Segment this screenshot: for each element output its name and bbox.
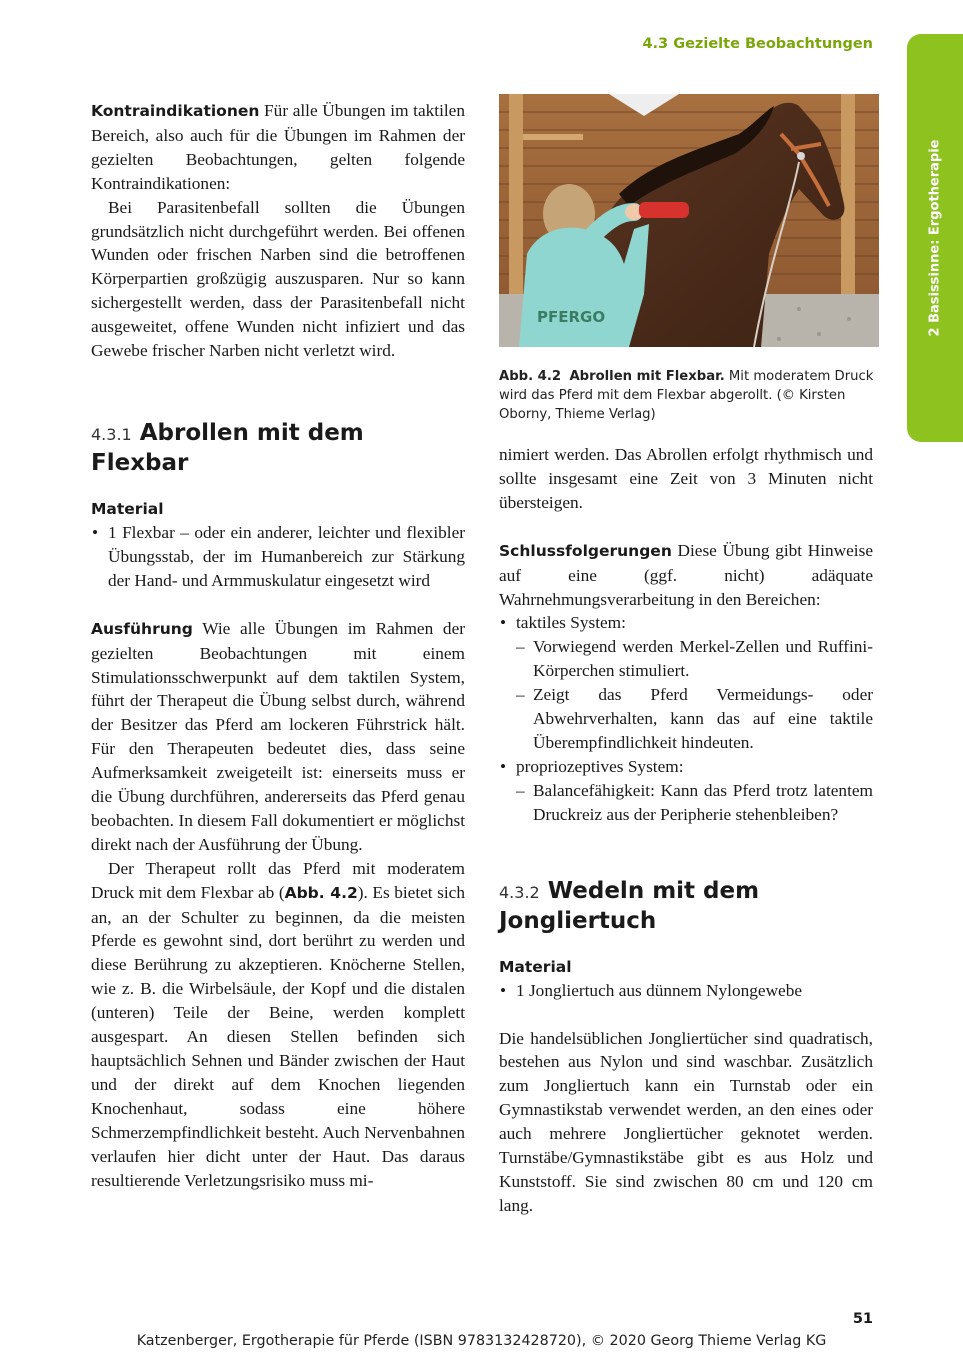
section-number: 4.3.1: [91, 424, 132, 444]
list-item-label: taktiles System:: [516, 613, 626, 633]
list-item: [499, 755, 873, 827]
juggling-cloth-paragraph: Die handelsüblichen Jongliertücher sind quadratisch, bestehen aus Nylon und sind waschbar. Zusätzlich zum Jongliertuch kann ein Turnstab oder ein Gymnastikstab verwendet werden, an den eines oder auch mehrere Jongliertücher geknotet werden. Turnstäbe/Gymnastikstäbe gibt es aus Holz und Kunststoff. Sie sind zwischen 80 cm und 120 cm lang.: [499, 1028, 873, 1215]
contraindications-lead: Kontraindikationen: [91, 102, 260, 120]
therapist-text-end: ). Es bietet sich an, an der Schulter zu beginnen, da die meisten Pferde es gewohnt sind, dort berührt zu werden und diese Berührung zu akzeptieren. Knöcherne Stellen, wie z. B. die Wirbelsäule, der Kopf und die distalen (unteren) Teile der Beine, werden komplett ausgespart. An diesen Stellen befinden sich hauptsächlich Sehnen und Bänder zwischen der Haut und der direkt auf dem Knochen liegenden Knochenhaut, sodass eine höhere Schmerzempfindlichkeit besteht. Auch Nervenbahnen verlaufen hier dicht unter der Haut. Das daraus resultierende Verletzungsrisiko muss mi-: [91, 882, 465, 1190]
list-item: • 1 Jongliertuch aus dünnem Nylongewebe: [499, 979, 873, 1003]
section-title: Abrollen mit dem Flexbar: [91, 419, 364, 476]
material-list: [91, 521, 465, 593]
figure-caption-text: Mit moderatem Druck wird das Pferd mit dem Flexbar abgerollt. (© Kirsten Oborny, Thieme Verlag): [499, 369, 874, 422]
page-number: 51: [852, 1311, 873, 1327]
running-header: 4.3 Gezielte Beobachtungen: [642, 36, 873, 52]
execution-lead: Ausführung: [91, 619, 193, 638]
list-item: [499, 611, 873, 754]
hoodie-print: PFERGO: [537, 308, 606, 326]
contraindications-text: Für alle Übungen im taktilen Bereich, also auch für die Übungen im Rahmen der gezielten Beobachtungen, gelten folgende Kontraindikationen:: [91, 101, 465, 193]
figure-photo: [499, 94, 879, 347]
section-title: Wedeln mit dem Jongliertuch: [499, 877, 760, 934]
sublist-item: – Balancefähigkeit: Kann das Pferd trotz latentem Druckreiz aus der Peripherie stehenbleiben?: [516, 779, 873, 827]
right-column: [499, 443, 873, 1218]
conclusions-lead: Schlussfolgerungen: [499, 541, 672, 560]
list-item: • 1 Flexbar – oder ein anderer, leichter und flexibler Übungsstab, der im Humanbereich zur Stärkung der Hand- und Armmuskulatur eingesetzt wird: [91, 521, 465, 593]
sublist-item: – Vorwiegend werden Merkel-Zellen und Ruffini-Körperchen stimuliert.: [516, 635, 873, 683]
proprioceptive-sublist: [516, 779, 873, 827]
contraindications-paragraph-2: Bei Parasitenbefall sollten die Übungen grundsätzlich nicht durchgeführt werden. Bei offenen Wunden oder frischen Narben sind die betroffenen Körperpartien großzügig auszusparen. Nur so kann sichergestellt werden, dass der Parasitenbefall nicht ausgeweitet, offene Wunden nicht infiziert und das Gewebe frischer Narben nicht verletzt wird.: [91, 197, 465, 361]
execution-text: Wie alle Übungen im Rahmen der gezielten Beobachtungen mit einem Stimulationsschwerpunkt auf dem taktilen System, führt der Therapeut die Übung selbst durch, während der Besitzer das Pferd am lockeren Führstrick hält. Für den Therapeuten bedeutet dies, dass seine Aufmerksamkeit zweigeteilt ist: einerseits muss er die Übung durchführen, andererseits das Pferd genau beobachten. In diesem Fall dokumentiert er möglichst direkt nach der Ausführung der Übung.: [91, 618, 465, 854]
material-heading: Material: [499, 957, 572, 976]
horse-photo-illustration: [499, 94, 879, 347]
figure-caption: [499, 367, 879, 424]
tactile-sublist: [516, 635, 873, 755]
therapist-text-start: Der Therapeut rollt das Pferd mit moderatem Druck mit dem Flexbar ab (: [91, 858, 465, 902]
section-number: 4.3.2: [499, 882, 540, 902]
figure-reference-link[interactable]: Abb. 4.2: [284, 883, 358, 902]
chapter-side-tab: [907, 34, 963, 442]
sublist-item: – Zeigt das Pferd Vermeidungs- oder Abwehrverhalten, kann das auf eine taktile Überempfindlichkeit hindeuten.: [516, 683, 873, 755]
conclusions-text: Diese Übung gibt Hinweise auf eine (ggf. nicht) adäquate Wahrnehmungsverarbeitung in den Bereichen:: [499, 540, 873, 609]
figure-label: Abb. 4.2: [499, 369, 562, 384]
section-heading-4-3-2: [499, 877, 873, 935]
conclusions-paragraph: [499, 539, 873, 612]
left-column: [91, 99, 465, 1192]
page-footer: Katzenberger, Ergotherapie für Pferde (ISBN 9783132428720), © 2020 Georg Thieme Verlag KG: [136, 1333, 827, 1349]
conclusions-list: [499, 611, 873, 826]
material-list: [499, 979, 873, 1003]
continuation-paragraph: nimiert werden. Das Abrollen erfolgt rhythmisch und sollte insgesamt eine Zeit von 3 Minuten nicht übersteigen.: [499, 445, 873, 512]
contraindications-paragraph: [91, 99, 465, 196]
material-heading: Material: [91, 499, 164, 518]
list-item-label: propriozeptives System:: [516, 756, 684, 776]
execution-paragraph: [91, 617, 465, 857]
chapter-side-tab-label: 2 Basissinne: Ergotherapie: [927, 139, 943, 337]
figure-title: Abrollen mit Flexbar.: [569, 369, 725, 384]
section-heading-4-3-1: [91, 419, 465, 477]
therapist-paragraph: [91, 857, 465, 1193]
